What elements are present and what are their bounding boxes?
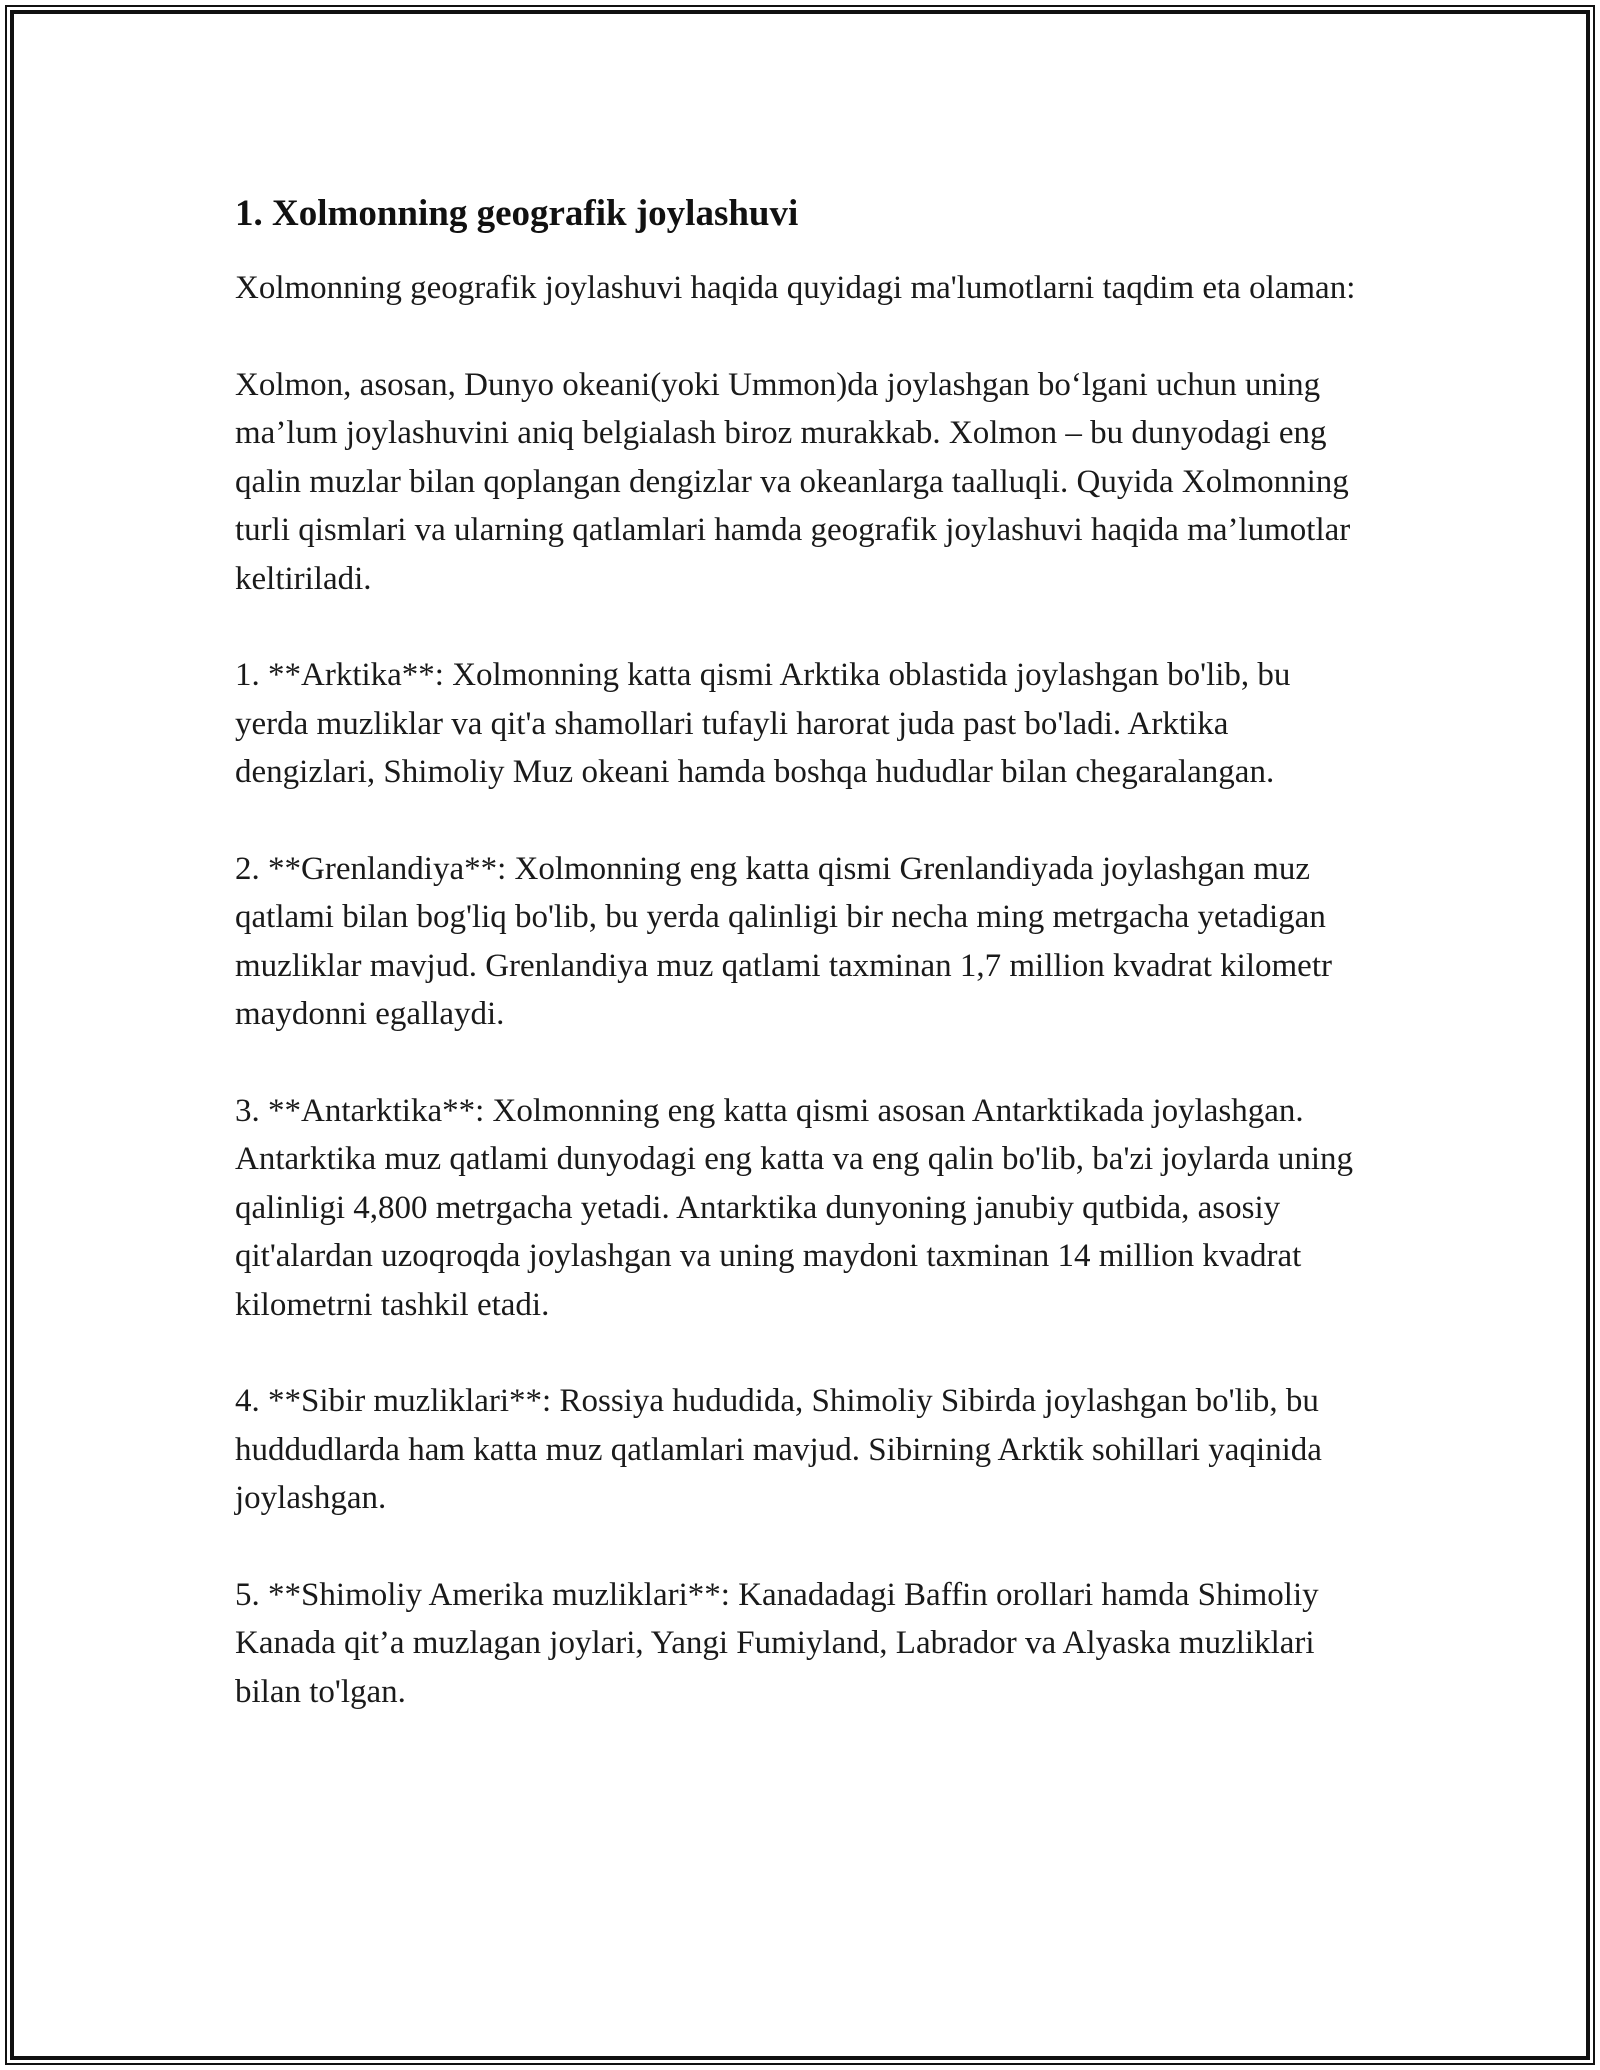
page-title: 1. Xolmonning geografik joylashuvi [235,193,799,234]
document-body [235,186,1370,1764]
intro-paragraph: Xolmonning geografik joylashuvi haqida quyidagi ma'lumotlarni taqdim eta olaman: [235,270,1356,306]
list-item-arktika: 1. **Arktika**: Xolmonning katta qismi Arktika oblastida joylashgan bo'lib, bu yerda muzliklar va qit'a shamollari tufayli harorat juda past bo'ladi. Arktika dengizlari, Shimoliy Muz okeani hamda boshqa hududlar bilan chegaralangan. [235,657,1291,790]
list-item-antarktika: 3. **Antarktika**: Xolmonning eng katta qismi asosan Antarktikada joylashgan. Antarktika muz qatlami dunyodagi eng katta va eng qalin bo'lib, ba'zi joylarda uning qalinligi 4,800 metrgacha yetadi. Antarktika dunyoning janubiy qutbida, asosiy qit'alardan uzoqroqda joylashgan va uning maydoni taxminan 14 million kvadrat kilometrni tashkil etadi. [235,1092,1354,1323]
overview-paragraph: Xolmon, asosan, Dunyo okeani(yoki Ummon)da joylashgan bo‘lgani uchun uning ma’lum joylashuvini aniq belgialash biroz murakkab. Xolmon – bu dunyodagi eng qalin muzlar bilan qoplangan dengizlar va okeanlarga taalluqli. Quyida Xolmonning turli qismlari va ularning qatlamlari hamda geografik joylashuvi haqida ma’lumotlar keltiriladi. [235,366,1351,597]
list-item-shimoliy-amerika: 5. **Shimoliy Amerika muzliklari**: Kanadadagi Baffin orollari hamda Shimoliy Kanada qit’a muzlagan joylari, Yangi Fumiyland, Labrador va Alyaska muzliklari bilan to'lgan. [235,1576,1319,1710]
list-item-grenlandiya: 2. **Grenlandiya**: Xolmonning eng katta qismi Grenlandiyada joylashgan muz qatlami bilan bog'liq bo'lib, bu yerda qalinligi bir necha ming metrgacha yetadigan muzliklar mavjud. Grenlandiya muz qatlami taxminan 1,7 million kvadrat kilometr maydonni egallaydi. [235,850,1332,1032]
list-item-sibir: 4. **Sibir muzliklari**: Rossiya hududida, Shimoliy Sibirda joylashgan bo'lib, bu huddudlarda ham katta muz qatlamlari mavjud. Sibirning Arktik sohillari yaqinida joylashgan. [235,1383,1322,1516]
